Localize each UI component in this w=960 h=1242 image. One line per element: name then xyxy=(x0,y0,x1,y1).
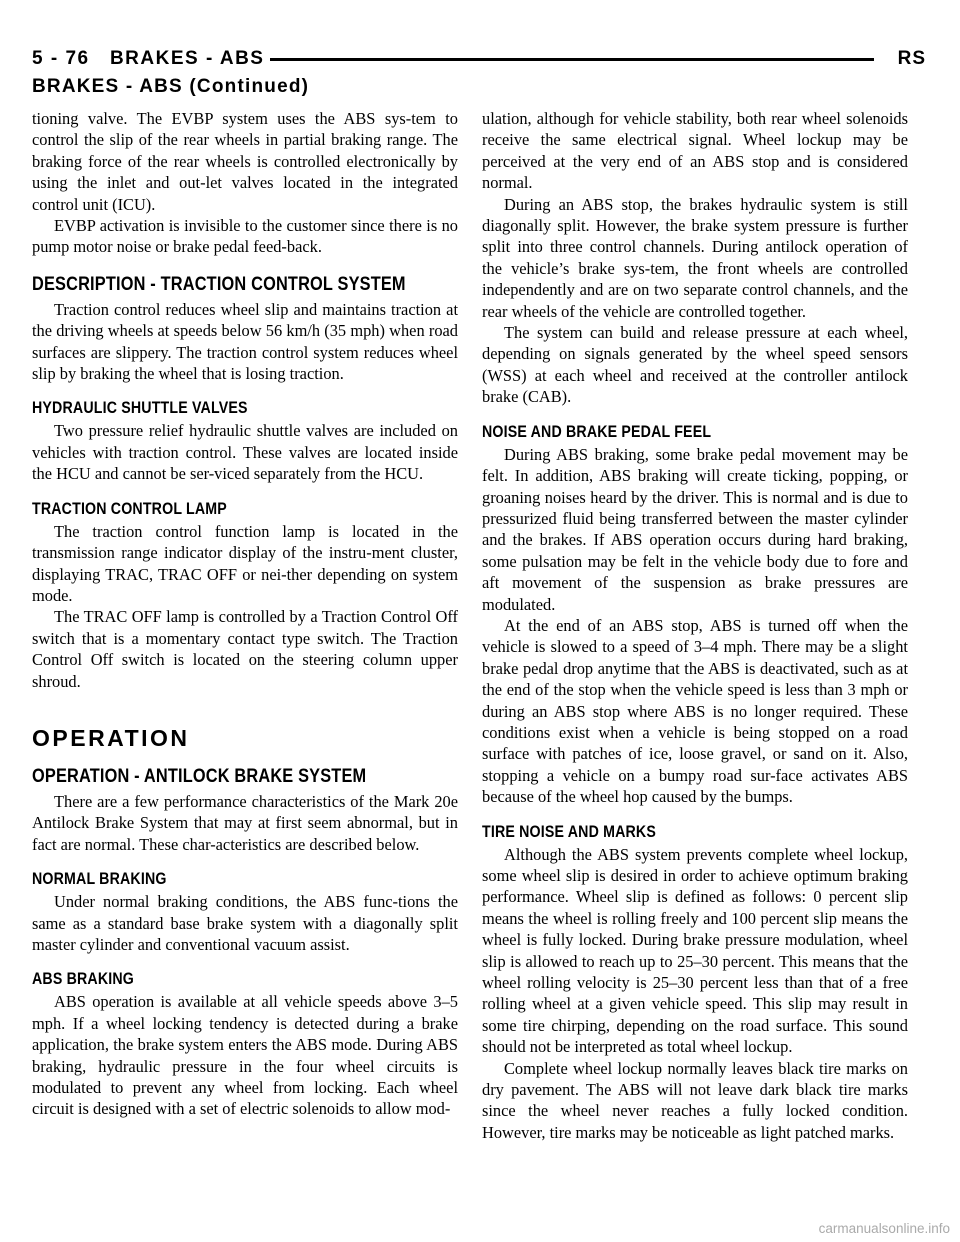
section-heading-abs: OPERATION - ANTILOCK BRAKE SYSTEM xyxy=(32,765,367,787)
subheading-tire-noise: TIRE NOISE AND MARKS xyxy=(482,822,657,841)
page-number: 5 - 76 xyxy=(32,48,90,69)
subheading-shuttle-valves: HYDRAULIC SHUTTLE VALVES xyxy=(32,399,248,418)
paragraph: The TRAC OFF lamp is controlled by a Traction Control Off switch that is a momentary contact type switch. The Traction Control Off switch is located on the steering column upper shroud. xyxy=(32,607,458,691)
paragraph: Two pressure relief hydraulic shuttle valves are included on vehicles with traction control. These valves are located inside the HCU and cannot be ser-viced separately from the HCU. xyxy=(32,421,458,484)
model-code: RS xyxy=(897,48,926,69)
paragraph: Although the ABS system prevents complete wheel lockup, some wheel slip is desired in order to achieve optimum braking performance. Wheel slip is defined as follows: 0 percent slip means the wheel is rolling freely and 100 percent slip means the wheel is fully locked. During brake pressure modulation, wheel slip is allowed to reach up to 25–30 percent. This means that the wheel rolling velocity is 25–30 percent less than that of a free rolling wheel at a given vehicle speed. This slip may result in some tire chirping, depending on the road surface. This sound should not be interpreted as total wheel lockup. xyxy=(482,844,908,1057)
paragraph: ulation, although for vehicle stability, both rear wheel solenoids receive the same electrical signal. Wheel lockup may be perceived at the very end of an ABS stop and is considered normal. xyxy=(482,109,908,193)
subheading-normal-braking: NORMAL BRAKING xyxy=(32,870,167,889)
paragraph: The traction control function lamp is located in the transmission range indicator display of the instru-ment cluster, displaying TRAC, TRAC OFF or nei-ther depending on system mode. xyxy=(32,521,458,605)
section-title: BRAKES - ABS xyxy=(109,48,265,69)
paragraph: There are a few performance characteristics of the Mark 20e Antilock Brake System that may at first seem abnormal, but in fact are normal. These char-acteristics are described below. xyxy=(32,791,458,854)
watermark-text: carmanualsonline.info xyxy=(818,1221,950,1236)
page-header xyxy=(32,46,926,76)
subheading-abs-braking: ABS BRAKING xyxy=(32,970,135,989)
paragraph: ABS operation is available at all vehicle speeds above 3–5 mph. If a wheel locking tendency is detected during a brake application, the brake system enters the ABS mode. During ABS braking, hydraulic pressure in the four wheel circuits is modulated to prevent any wheel from locking. Each wheel circuit is designed with a set of electric solenoids to allow mod- xyxy=(32,992,458,1119)
paragraph: Traction control reduces wheel slip and maintains traction at the driving wheels at speeds below 56 km/h (35 mph) when road surfaces are slippery. The traction control system reduces wheel slip by braking the wheel that is losing traction. xyxy=(32,299,458,384)
paragraph: tioning valve. The EVBP system uses the ABS sys-tem to control the slip of the rear wheels in partial braking range. The braking force of the rear wheels is controlled electronically by using the inlet and out-let valves located in the integrated control unit (ICU). xyxy=(32,109,458,214)
paragraph: EVBP activation is invisible to the customer since there is no pump motor noise or brake pedal feed-back. xyxy=(32,216,458,257)
paragraph: During ABS braking, some brake pedal movement may be felt. In addition, ABS braking will create ticking, popping, or groaning noises heard by the driver. This is normal and is due to pressurized fluid being transferred between the master cylinder and the brakes. If ABS operation occurs during hard braking, some pulsation may be felt in the vehicle body due to fore and aft movement of the suspension as brake pressures are modulated. xyxy=(482,444,908,614)
subheading-noise-pedal-feel: NOISE AND BRAKE PEDAL FEEL xyxy=(482,422,712,441)
paragraph: Complete wheel lockup normally leaves black tire marks on dry pavement. The ABS will not leave dark black tire marks since the wheel never reaches a fully locked condition. However, tire marks may be noticeable as light patched marks. xyxy=(482,1058,908,1142)
header-rule xyxy=(270,58,874,61)
paragraph: Under normal braking conditions, the ABS func-tions the same as a standard base brake system with a diagonally split master cylinder and conventional vacuum assist. xyxy=(32,892,458,954)
subheading-traction-lamp: TRACTION CONTROL LAMP xyxy=(32,499,227,518)
right-column xyxy=(482,108,908,1143)
header-left xyxy=(32,46,264,72)
paragraph: The system can build and release pressure at each wheel, depending on signals generated by the wheel speed sensors (WSS) at each wheel and received at the controller antilock brake (CAB). xyxy=(482,323,908,407)
section-heading-traction-control: DESCRIPTION - TRACTION CONTROL SYSTEM xyxy=(32,273,406,295)
operation-heading: OPERATION xyxy=(32,724,190,751)
paragraph: During an ABS stop, the brakes hydraulic system is still diagonally split. However, the brake system pressure is further split into three control channels. During antilock operation of the vehicle’s brake sys-tem, the front wheels are controlled independently and are on two separate control channels, and the rear wheels of the vehicle are controlled together. xyxy=(482,194,908,321)
continued-heading: BRAKES - ABS (Continued) xyxy=(32,76,310,97)
left-column xyxy=(32,108,458,1120)
paragraph: At the end of an ABS stop, ABS is turned off when the vehicle is slowed to a speed of 3–4 mph. There may be a slight brake pedal drop anytime that the ABS is deactivated, such as at the end of the stop when the vehicle speed is less than 3 mph or during an ABS stop where ABS is no longer required. These conditions exist when a vehicle is being stopped on a road surface with patches of ice, loose gravel, or sand on it. Also, stopping a vehicle on a bumpy road sur-face activates ABS because of the wheel hop caused by the bumps. xyxy=(482,615,908,807)
